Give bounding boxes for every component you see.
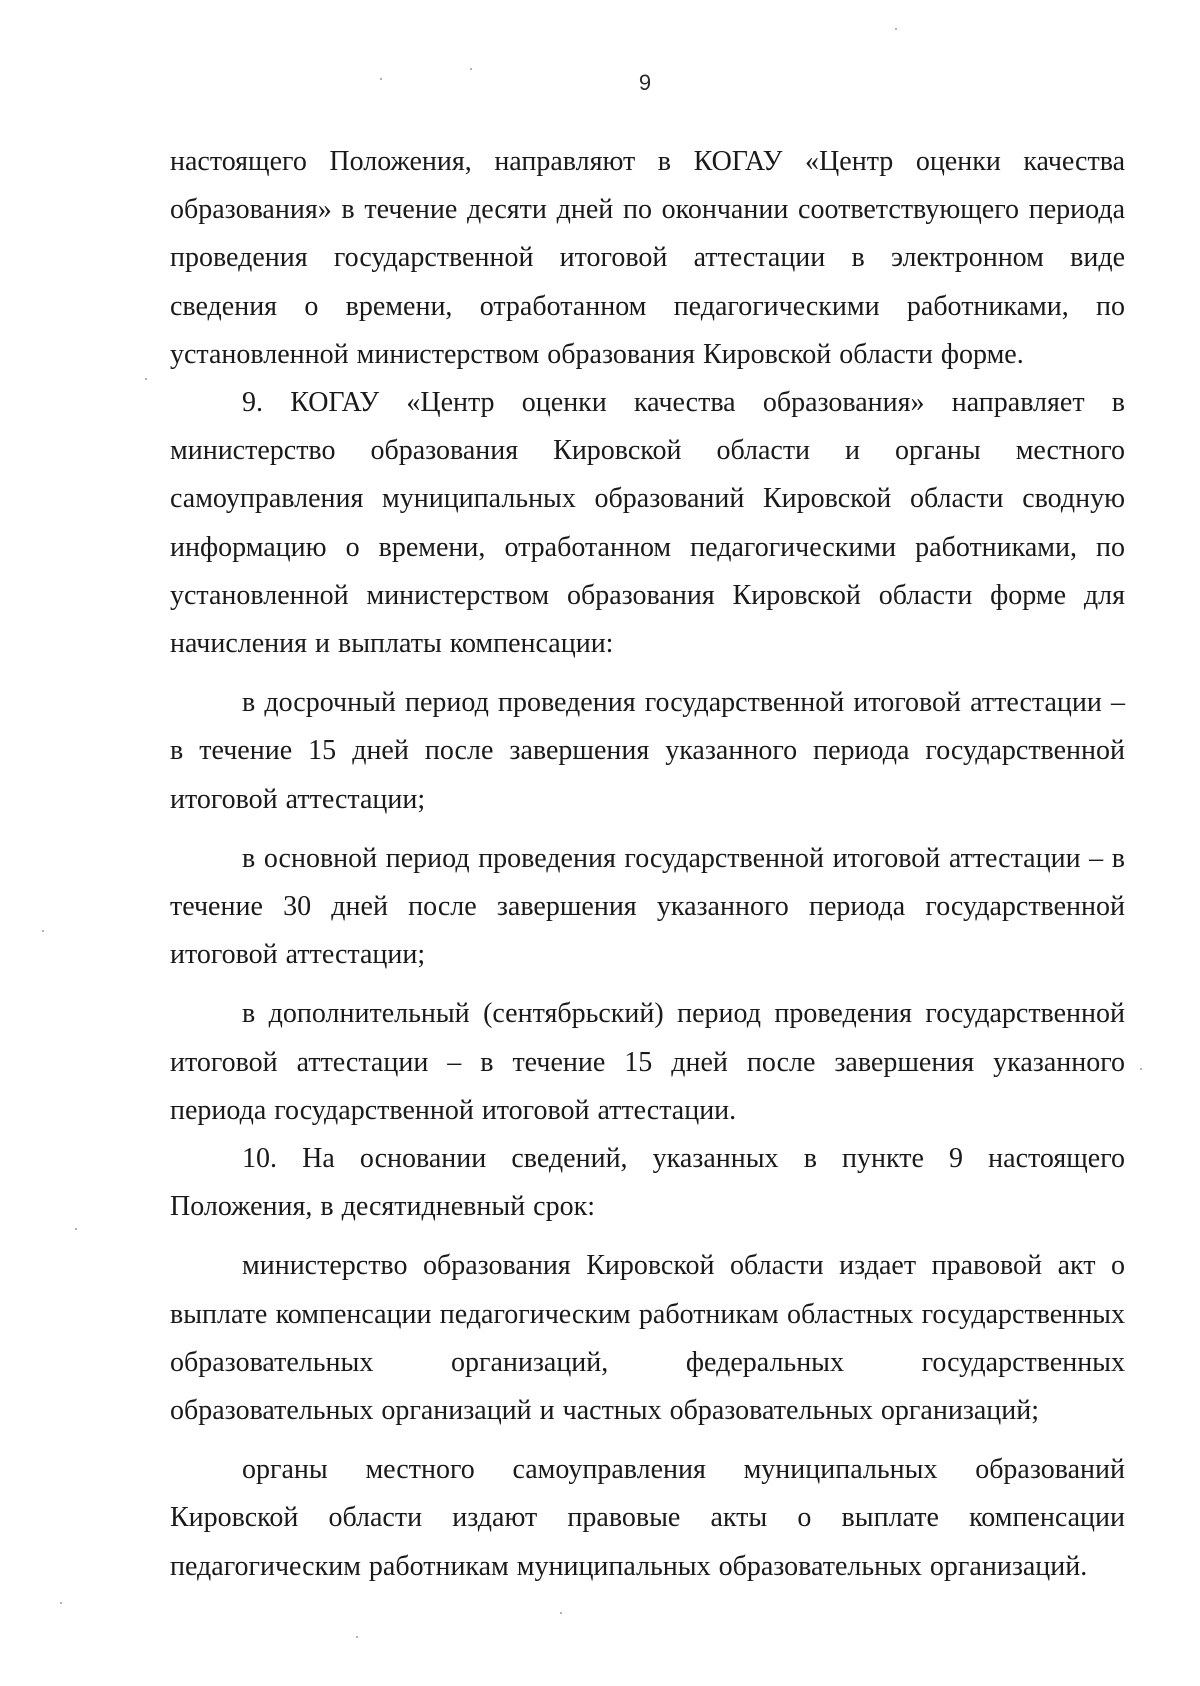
scan-speck bbox=[895, 28, 897, 30]
paragraph-main-period: в основной период проведения государственной итоговой аттестации – в течение 30 дней после завершения указанного периода государственной итоговой аттестации; bbox=[170, 842, 1125, 971]
paragraph-ministry-act: министерство образования Кировской области издает правовой акт о выплате компенсации педагогическим работникам областных государственных образовательных организаций, федеральных государственных образовательных организаций и частных образовательных организаций; bbox=[170, 1250, 1125, 1427]
scan-speck bbox=[75, 1228, 77, 1230]
scan-speck bbox=[380, 78, 382, 80]
paragraph-continuation: настоящего Положения, направляют в КОГАУ «Центр оценки качества образования» в течение десяти дней по окончании соответствующего периода проведения государственной итоговой аттестации в электронном виде сведения о времени, отработанном педагогическими работниками, по установленной министерством образования Кировской области форме. bbox=[170, 146, 1125, 370]
paragraph-additional-period: в дополнительный (сентябрьский) период проведения государственной итоговой аттестации – в течение 15 дней после завершения указанного периода государственной итоговой аттестации. bbox=[170, 998, 1125, 1126]
scan-speck bbox=[356, 1636, 358, 1638]
scan-speck bbox=[42, 930, 44, 932]
paragraph-item-9: 9. КОГАУ «Центр оценки качества образования» направляет в министерство образования Кировской области и органы местного самоуправления муниципальных образований Кировской области сводную информацию о времени, отработанном педагогическими работниками, по установленной министерством образования Кировской области форме для начисления и выплаты компенсации: bbox=[170, 387, 1125, 660]
paragraph-item-10: 10. На основании сведений, указанных в пункте 9 настоящего Положения, в десятидневный срок: bbox=[170, 1143, 1125, 1223]
paragraph-early-period: в досрочный период проведения государственной итоговой аттестации – в течение 15 дней после завершения указанного периода государственной итоговой аттестации; bbox=[170, 687, 1125, 815]
scan-speck bbox=[1140, 1068, 1142, 1070]
scan-speck bbox=[470, 68, 472, 70]
scan-speck bbox=[60, 1602, 62, 1604]
scan-speck bbox=[145, 378, 147, 380]
document-body bbox=[170, 138, 1125, 1591]
paragraph-local-authorities-act: органы местного самоуправления муниципальных образований Кировской области издают правовые акты о выплате компенсации педагогическим работникам муниципальных образовательных организаций. bbox=[170, 1454, 1125, 1582]
page-number: 9 bbox=[638, 70, 652, 95]
scan-speck bbox=[560, 1612, 562, 1614]
